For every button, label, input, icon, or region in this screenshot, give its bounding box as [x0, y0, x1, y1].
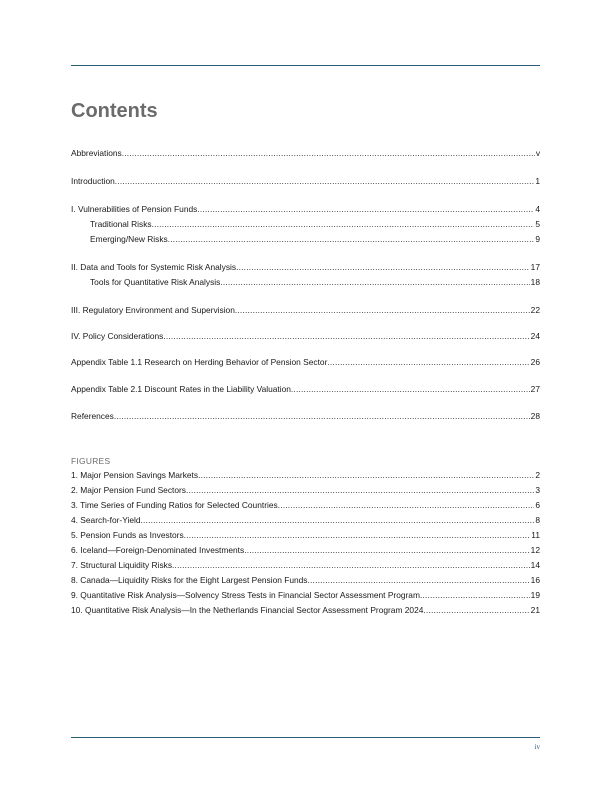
dot-leader — [184, 530, 531, 541]
figure-entry[interactable] — [71, 605, 540, 616]
dot-leader — [244, 545, 529, 556]
page-title: Contents — [71, 100, 158, 122]
toc-entry-label: III. Regulatory Environment and Supervision — [71, 305, 235, 315]
dot-leader — [278, 500, 535, 511]
figure-entry-page: 12 — [530, 545, 540, 555]
toc-entry-label: I. Vulnerabilities of Pension Funds — [71, 204, 198, 214]
toc-entry-emerging-risks[interactable] — [71, 234, 540, 245]
figure-entry-page: 21 — [530, 605, 540, 615]
toc-entry-regulatory[interactable] — [71, 305, 540, 316]
figure-entry-label: 4. Search-for-Yield — [71, 515, 141, 525]
toc-entry-page: 9 — [535, 234, 540, 244]
dot-leader — [115, 176, 535, 187]
footer-rule — [71, 737, 540, 738]
dot-leader — [114, 411, 530, 422]
dot-leader — [327, 357, 529, 368]
figure-entry[interactable] — [71, 515, 540, 526]
toc-entry-page: 22 — [530, 305, 540, 315]
dot-leader — [420, 590, 530, 601]
toc-entry-traditional-risks[interactable] — [71, 219, 540, 230]
dot-leader — [163, 331, 529, 342]
figure-entry[interactable] — [71, 470, 540, 481]
toc-entry-label: Emerging/New Risks — [90, 234, 168, 244]
toc-entry-label: Introduction — [71, 176, 115, 186]
figure-entry-label: 6. Iceland—Foreign-Denominated Investments — [71, 545, 245, 555]
dot-leader — [122, 148, 535, 159]
toc-entry-label: Tools for Quantitative Risk Analysis — [90, 277, 221, 287]
figure-entry-page: 16 — [530, 575, 540, 585]
figure-entry-label: 10. Quantitative Risk Analysis—In the Netherlands Financial Sector Assessment Program 2024 — [71, 605, 424, 615]
toc-entry-page: 28 — [530, 411, 540, 421]
dot-leader — [198, 470, 534, 481]
toc-entry-policy[interactable] — [71, 331, 540, 342]
dot-leader — [235, 305, 530, 316]
toc-entry-references[interactable] — [71, 411, 540, 422]
figure-entry[interactable] — [71, 590, 540, 601]
toc-entry-label: Appendix Table 1.1 Research on Herding Behavior of Pension Sector — [71, 357, 328, 367]
figure-entry-page: 19 — [530, 590, 540, 600]
figure-entry-label: 3. Time Series of Funding Ratios for Selected Countries — [71, 500, 278, 510]
toc-entry-introduction[interactable] — [71, 176, 540, 187]
toc-entry-page: v — [535, 148, 540, 158]
figure-entry-label: 7. Structural Liquidity Risks — [71, 560, 173, 570]
figure-entry-page: 14 — [530, 560, 540, 570]
toc-entry-page: 4 — [535, 204, 540, 214]
toc-entry-page: 17 — [530, 262, 540, 272]
figure-entry-label: 8. Canada—Liquidity Risks for the Eight Largest Pension Funds — [71, 575, 308, 585]
dot-leader — [291, 384, 530, 395]
figures-heading: FIGURES — [71, 456, 111, 466]
figure-entry[interactable] — [71, 560, 540, 571]
dot-leader — [152, 219, 535, 230]
figure-entry-page: 8 — [535, 515, 540, 525]
toc-entry-label: II. Data and Tools for Systemic Risk Analysis — [71, 262, 237, 272]
toc-entry-label: References — [71, 411, 114, 421]
figure-entry-page: 2 — [535, 470, 540, 480]
toc-entry-appendix-2-1[interactable] — [71, 384, 540, 395]
figure-entry-label: 9. Quantitative Risk Analysis—Solvency Stress Tests in Financial Sector Assessment Program — [71, 590, 420, 600]
toc-entry-abbreviations[interactable] — [71, 148, 540, 159]
toc-entry-appendix-1-1[interactable] — [71, 357, 540, 368]
toc-entry-page: 27 — [530, 384, 540, 394]
toc-entry-quantitative-tools[interactable] — [71, 277, 540, 288]
toc-entry-vulnerabilities[interactable] — [71, 204, 540, 215]
dot-leader — [308, 575, 530, 586]
figure-entry[interactable] — [71, 575, 540, 586]
dot-leader — [197, 204, 534, 215]
figure-entry-label: 1. Major Pension Savings Markets — [71, 470, 199, 480]
toc-entry-page: 26 — [530, 357, 540, 367]
figure-entry-label: 5. Pension Funds as Investors — [71, 530, 184, 540]
dot-leader — [186, 485, 534, 496]
dot-leader — [141, 515, 535, 526]
figure-entry-page: 11 — [531, 530, 540, 540]
figure-entry-page: 6 — [535, 500, 540, 510]
toc-entry-label: IV. Policy Considerations — [71, 331, 164, 341]
figure-entry-page: 3 — [535, 485, 540, 495]
figure-entry[interactable] — [71, 500, 540, 511]
toc-entry-label: Abbreviations — [71, 148, 122, 158]
toc-entry-page: 5 — [535, 219, 540, 229]
page-number: iv — [534, 743, 540, 751]
header-rule — [71, 65, 540, 66]
figure-entry-label: 2. Major Pension Fund Sectors — [71, 485, 186, 495]
dot-leader — [172, 560, 530, 571]
toc-entry-page: 24 — [530, 331, 540, 341]
toc-entry-page: 1 — [535, 176, 540, 186]
dot-leader — [423, 605, 529, 616]
toc-entry-data-and-tools[interactable] — [71, 262, 540, 273]
toc-entry-label: Appendix Table 2.1 Discount Rates in the Liability Valuation — [71, 384, 291, 394]
dot-leader — [168, 234, 535, 245]
dot-leader — [236, 262, 530, 273]
figure-entry[interactable] — [71, 545, 540, 556]
figure-entry[interactable] — [71, 530, 540, 541]
toc-entry-page: 18 — [530, 277, 540, 287]
figure-entry[interactable] — [71, 485, 540, 496]
dot-leader — [220, 277, 529, 288]
toc-entry-label: Traditional Risks — [90, 219, 152, 229]
